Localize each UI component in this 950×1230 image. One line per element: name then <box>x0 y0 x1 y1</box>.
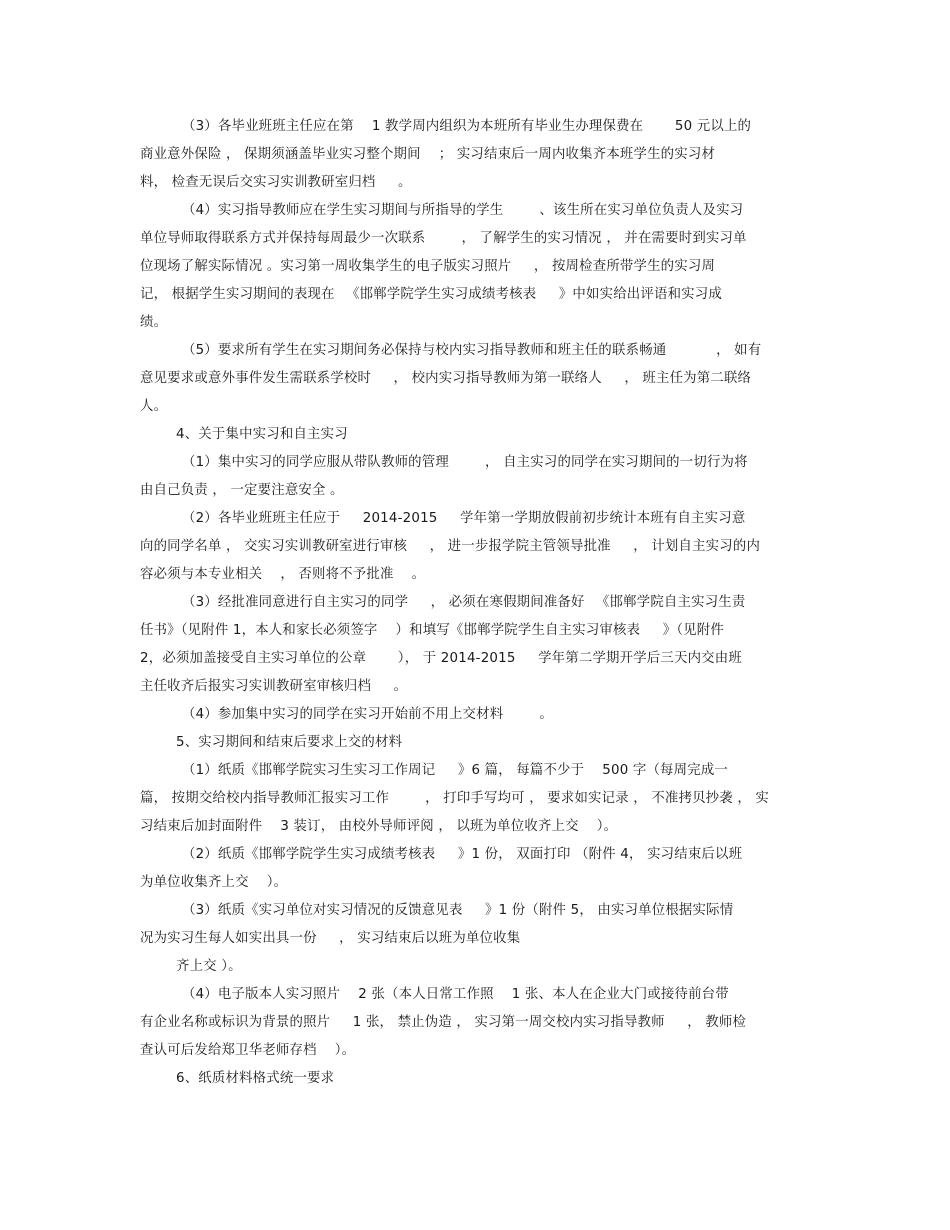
text-line: 单位导师取得联系方式并保持每周最少一次联系 ， 了解学生的实习情况 ， 并在需要时到实习单 <box>140 231 747 246</box>
text-line: （4）参加集中实习的同学在实习开始前不用上交材料 。 <box>182 707 553 722</box>
text-line: （5）要求所有学生在实习期间务必保持与校内实习指导教师和班主任的联系畅通 ， 如有 <box>182 343 762 358</box>
text-line: （4）实习指导教师应在学生实习期间与所指导的学生 、该生所在实习单位负责人及实习 <box>182 203 744 218</box>
section-heading: 4、关于集中实习和自主实习 <box>176 427 348 442</box>
text-line: 任书》（见附件 1，本人和家长必须签字 ）和填写《邯郸学院学生自主实习审核表 》（见附件 <box>140 623 724 638</box>
text-line: 查认可后发给郑卫华老师存档 ）。 <box>140 1043 356 1058</box>
text-line: （1）纸质《邯郸学院实习生实习工作周记 》6 篇， 每篇不少于 500 字（每周完成一 <box>182 763 729 778</box>
text-line: 2，必须加盖接受自主实习单位的公章 ）， 于 2014-2015 学年第二学期开学后三天内交由班 <box>140 651 742 666</box>
text-line: 商业意外保险 ， 保期须涵盖毕业实习整个期间 ； 实习结束后一周内收集齐本班学生的实习材 <box>140 147 716 162</box>
text-line: （3）纸质《实习单位对实习情况的反馈意见表 》1 份（附件 5， 由实习单位根据实际情 <box>182 903 734 918</box>
text-line: 记， 根据学生实习期间的表现在 《邯郸学院学生实习成绩考核表 》中如实给出评语和实习成 <box>140 287 722 302</box>
text-line: （3）经批准同意进行自主实习的同学 ， 必须在寒假期间准备好 《邯郸学院自主实习生责 <box>182 595 746 610</box>
text-line: （3）各毕业班班主任应在第 1 教学周内组织为本班所有毕业生办理保费在 50 元以上的 <box>182 119 752 134</box>
text-line: 有企业名称或标识为背景的照片 1 张， 禁止伪造 ， 实习第一周交校内实习指导教师 ， 教师检 <box>140 1015 747 1030</box>
section-heading: 6、纸质材料格式统一要求 <box>176 1071 335 1086</box>
text-line: 习结束后加封面附件 3 装订， 由校外导师评阅 ， 以班为单位收齐上交 ）。 <box>140 819 618 834</box>
section-heading: 5、实习期间和结束后要求上交的材料 <box>176 735 403 750</box>
text-line: 向的同学名单 ， 交实习实训教研室进行审核 ， 进一步报学院主管领导批准 ， 计划自主实习的内 <box>140 539 761 554</box>
text-line: 为单位收集齐上交 ）。 <box>140 875 288 890</box>
text-line: （1）集中实习的同学应服从带队教师的管理 ， 自主实习的同学在实习期间的一切行为将 <box>182 455 748 470</box>
text-line: 位现场了解实际情况 。实习第一周收集学生的电子版实习照片 ， 按周检查所带学生的实习周 <box>140 259 716 274</box>
text-line: 容必须与本专业相关 ， 否则将不予批准 。 <box>140 567 426 582</box>
text-line: （2）纸质《邯郸学院学生实习成绩考核表 》1 份， 双面打印 （附件 4， 实习结束后以班 <box>182 847 743 862</box>
text-line: 料， 检查无误后交实习实训教研室归档 。 <box>140 175 412 190</box>
text-line: 绩。 <box>140 315 168 330</box>
text-line: 由自己负责 ， 一定要注意安全 。 <box>140 483 344 498</box>
text-line: 况为实习生每人如实出具一份 ， 实习结束后以班为单位收集 <box>140 931 521 946</box>
document-body <box>140 113 812 1093</box>
text-line: 主任收齐后报实习实训教研室审核归档 。 <box>140 679 408 694</box>
text-line: 齐上交 ）。 <box>176 959 242 974</box>
text-line: 意见要求或意外事件发生需联系学校时 ， 校内实习指导教师为第一联络人 ， 班主任为第二联络 <box>140 371 752 386</box>
text-line: 人。 <box>140 399 168 414</box>
text-line: （2）各毕业班班主任应于 2014-2015 学年第一学期放假前初步统计本班有自主实习意 <box>182 511 746 526</box>
text-line: 篇， 按期交给校内指导教师汇报实习工作 ， 打印手写均可 ， 要求如实记录 ， 不准拷贝抄袭 ， 实 <box>140 791 769 806</box>
text-line: （4）电子版本人实习照片 2 张（本人日常工作照 1 张、本人在企业大门或接待前台带 <box>182 987 729 1002</box>
